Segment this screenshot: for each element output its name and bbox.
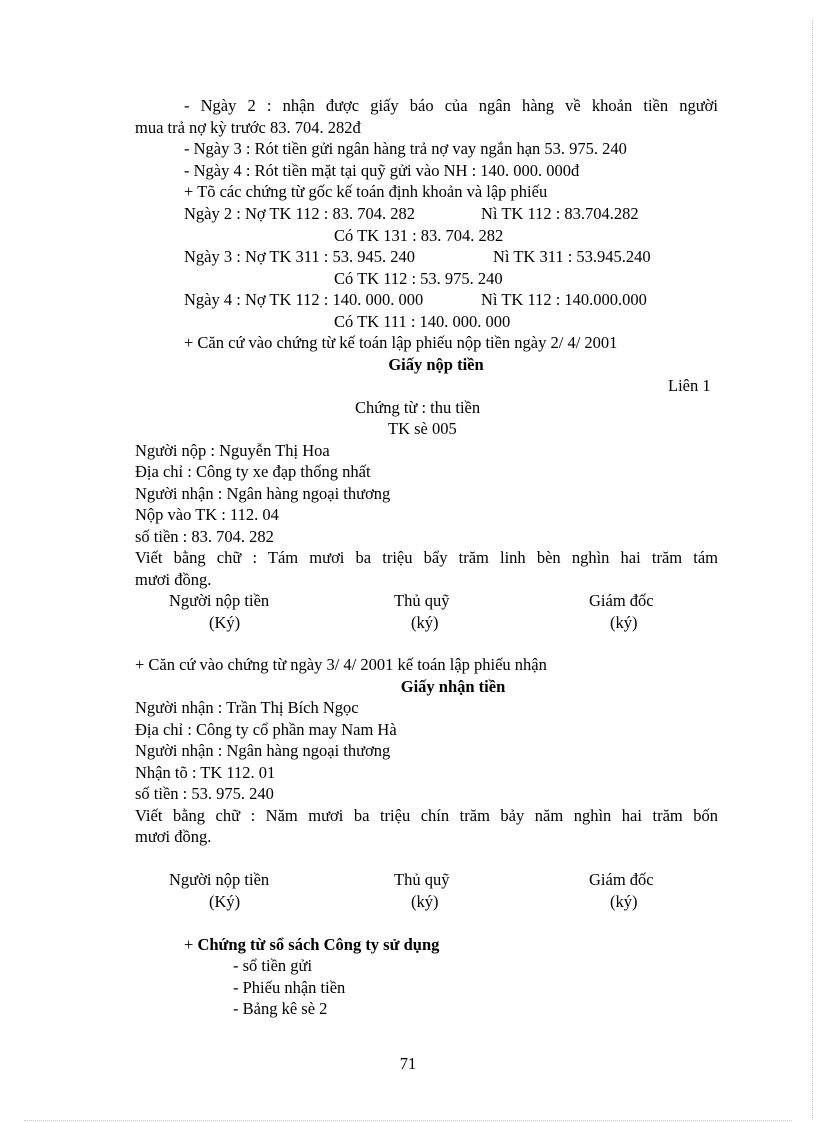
signature-label: Thủ quỹ xyxy=(394,591,450,610)
list-item: - sổ tiền gửi xyxy=(233,956,313,975)
journal-entry-debit-alt: Nì TK 311 : 53.945.240 xyxy=(493,247,651,266)
address-field: Địa chỉ : Công ty xe đạp thống nhất xyxy=(135,462,371,481)
paragraph-line: + Căn cứ vào chứng từ ngày 3/ 4/ 2001 kế toán lập phiếu nhận xyxy=(135,655,547,674)
paragraph-line: + Tõ các chứng từ gốc kế toán định khoản và lập phiếu xyxy=(184,182,548,201)
journal-entry-debit: Ngày 2 : Nợ TK 112 : 83. 704. 282 xyxy=(184,204,416,223)
journal-entry-debit: Ngày 4 : Nợ TK 112 : 140. 000. 000 xyxy=(184,290,424,309)
amount-in-words: Viết bằng chữ : Tám mươi ba triệu bẩy trăm linh bèn nghìn hai trăm tám xyxy=(135,548,718,567)
form-title: Giấy nộp tiền xyxy=(388,355,484,374)
journal-entry-debit-alt: Nì TK 112 : 83.704.282 xyxy=(481,204,639,223)
page-edge-right xyxy=(812,20,813,1120)
list-item: - Bảng kê sè 2 xyxy=(233,999,328,1018)
voucher-number: TK sè 005 xyxy=(388,419,457,438)
amount-field: số tiền : 53. 975. 240 xyxy=(135,784,274,803)
receiver-field: Người nhận : Trần Thị Bích Ngọc xyxy=(135,698,359,717)
page-number: 71 xyxy=(399,1054,417,1073)
signature-note: (ký) xyxy=(411,892,439,911)
signature-label: Giám đốc xyxy=(589,870,654,889)
signature-label: Giám đốc xyxy=(589,591,654,610)
signature-label: Thủ quỹ xyxy=(394,870,450,889)
copy-label: Liên 1 xyxy=(668,376,711,395)
docs-heading: Chứng từ sổ sách Công ty sử dụng xyxy=(197,935,440,954)
receiver-field: Người nhận : Ngân hàng ngoại thương xyxy=(135,484,391,503)
paragraph-line: mua trả nợ kỳ trước 83. 704. 282đ xyxy=(135,118,361,137)
journal-entry-credit: Có TK 111 : 140. 000. 000 xyxy=(334,312,511,331)
address-field: Địa chỉ : Công ty cổ phần may Nam Hà xyxy=(135,720,397,739)
page-edge-bottom xyxy=(24,1120,792,1121)
docs-plus: + xyxy=(184,935,198,954)
amount-in-words: Viết bằng chữ : Năm mươi ba triệu chín trăm bảy năm nghìn hai trăm bốn xyxy=(135,806,718,825)
journal-entry-credit: Có TK 112 : 53. 975. 240 xyxy=(334,269,503,288)
form-title: Giấy nhận tiền xyxy=(400,677,506,696)
signature-note: (Ký) xyxy=(209,613,241,632)
paragraph-line: + Căn cứ vào chứng từ kế toán lập phiếu nộp tiền ngày 2/ 4/ 2001 xyxy=(184,333,618,352)
voucher-type: Chứng từ : thu tiền xyxy=(355,398,481,417)
signature-note: (ký) xyxy=(610,613,638,632)
signature-note: (ký) xyxy=(411,613,439,632)
signature-label: Người nộp tiền xyxy=(169,591,270,610)
amount-in-words-cont: mươi đồng. xyxy=(135,570,212,589)
payer-field: Người nộp : Nguyễn Thị Hoa xyxy=(135,441,330,460)
account-field: Nhận tõ : TK 112. 01 xyxy=(135,763,276,782)
paragraph-line: - Ngày 3 : Rót tiền gửi ngân hàng trả nợ vay ngắn hạn 53. 975. 240 xyxy=(184,139,627,158)
paragraph-line: - Ngày 4 : Rót tiền mặt tại quỹ gửi vào NH : 140. 000. 000đ xyxy=(184,161,580,180)
journal-entry-debit-alt: Nì TK 112 : 140.000.000 xyxy=(481,290,647,309)
paragraph-line: - Ngày 2 : nhận được giấy báo của ngân hàng về khoản tiền người xyxy=(184,96,718,115)
docs-heading-line xyxy=(184,934,439,955)
journal-entry-debit: Ngày 3 : Nợ TK 311 : 53. 945. 240 xyxy=(184,247,416,266)
signature-note: (ký) xyxy=(610,892,638,911)
account-field: Nộp vào TK : 112. 04 xyxy=(135,505,279,524)
amount-in-words-cont: mươi đồng. xyxy=(135,827,212,846)
receiver-field: Người nhận : Ngân hàng ngoại thương xyxy=(135,741,391,760)
signature-note: (Ký) xyxy=(209,892,241,911)
journal-entry-credit: Có TK 131 : 83. 704. 282 xyxy=(334,226,504,245)
list-item: - Phiếu nhận tiền xyxy=(233,978,346,997)
signature-label: Người nộp tiền xyxy=(169,870,270,889)
amount-field: số tiền : 83. 704. 282 xyxy=(135,527,274,546)
